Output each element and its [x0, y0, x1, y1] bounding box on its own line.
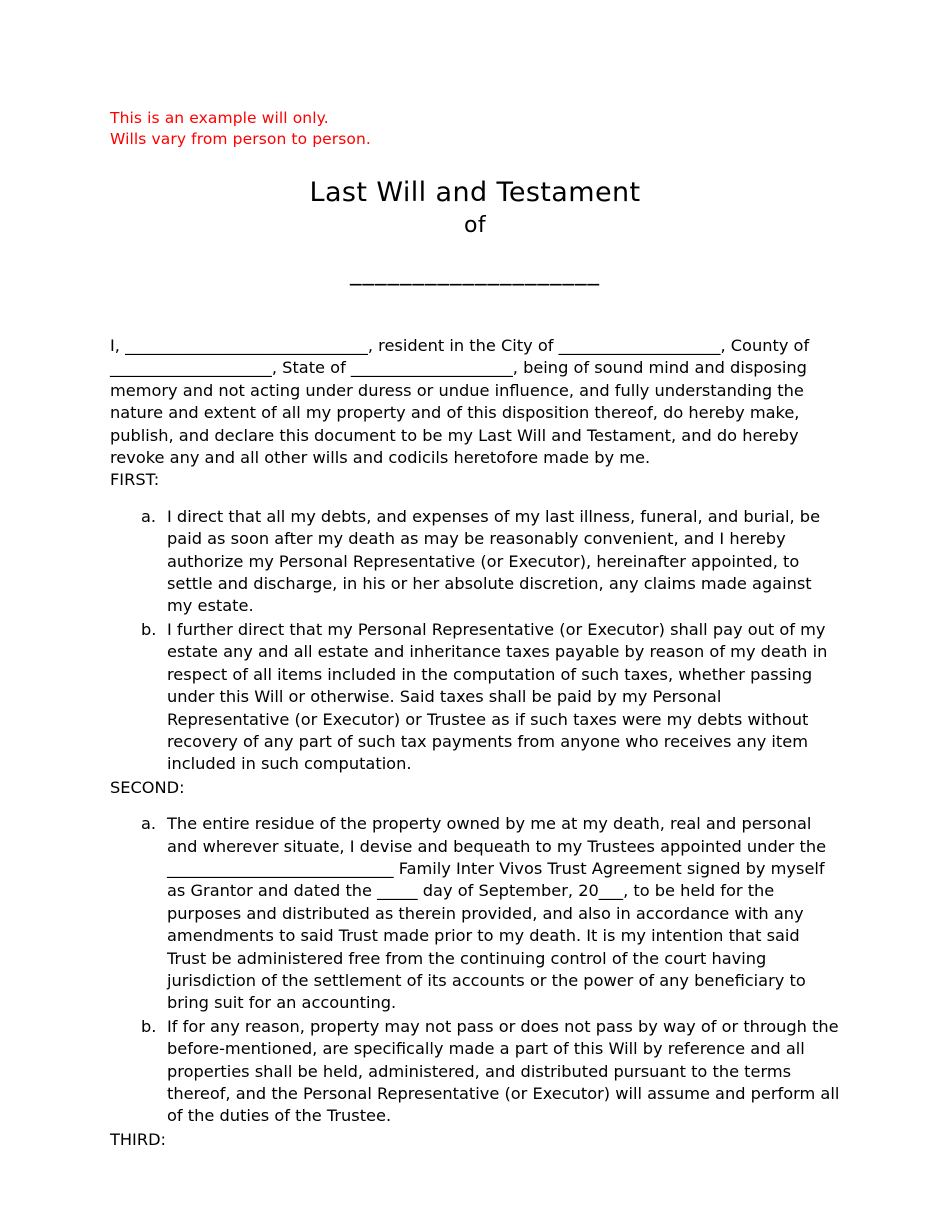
disclaimer-note: [110, 108, 840, 150]
list-item: [110, 619, 840, 776]
list-marker: a.: [141, 814, 157, 834]
list-item-text: The entire residue of the property owned by me at my death, real and personal and wherever situate, I devise and bequeath to my Trustees appointed under the ____________________________ Family Inter Vivos Trust Agreement signed by myself as Grantor and dated the _____ day of September, 20___, to be held for the purposes and distributed as therein provided, and also in accordance with any amendments to said Trust made prior to my death. It is my intention that said Trust be administered free from the continuing control of the court having jurisdiction of the settlement of its accounts or the power of any beneficiary to bring suit for an accounting.: [167, 814, 827, 1013]
page-title: Last Will and Testament: [309, 177, 641, 208]
document-body: [110, 335, 840, 1151]
title-connector: of: [463, 213, 486, 238]
list-item: [110, 1016, 840, 1128]
list-marker: b.: [141, 619, 157, 639]
list-item: [110, 813, 840, 1015]
title-block: [110, 175, 840, 286]
list-marker: a.: [141, 506, 157, 526]
section-first-items: [110, 506, 840, 776]
section-heading-first: FIRST:: [110, 470, 160, 490]
preamble-paragraph: I, ______________________________, resident in the City of ____________________, County of ____________________, State of ____________________, being of sound mind and disposing memory and not acting under duress or undue influence, and fully understanding the nature and extent of all my property and of this disposition thereof, do hereby make, publish, and declare this document to be my Last Will and Testament, and do hereby revoke any and all other wills and codicils heretofore made by me.: [110, 336, 810, 468]
testator-name-blank: ____________________: [350, 260, 600, 286]
disclaimer-line-2: Wills vary from person to person.: [110, 130, 371, 148]
list-item-text: If for any reason, property may not pass or does not pass by way of or through the before-mentioned, are specifically made a part of this Will by reference and all properties shall be held, administered, and distributed pursuant to the terms thereof, and the Personal Representative (or Executor) will assume and perform all of the duties of the Trustee.: [167, 1016, 840, 1126]
section-heading-third: THIRD:: [110, 1129, 167, 1149]
section-heading-second: SECOND:: [110, 777, 185, 797]
section-second-items: [110, 813, 840, 1128]
list-item: [110, 506, 840, 618]
list-item-text: I further direct that my Personal Representative (or Executor) shall pay out of my estate any and all estate and inheritance taxes payable by reason of my death in respect of all items included in the computation of such taxes, whether passing under this Will or otherwise. Said taxes shall be paid by my Personal Representative (or Executor) or Trustee as if such taxes were my debts without recovery of any part of such tax payments from anyone who receives any item included in such computation.: [167, 619, 828, 774]
list-marker: b.: [141, 1016, 157, 1036]
disclaimer-line-1: This is an example will only.: [110, 109, 329, 127]
list-item-text: I direct that all my debts, and expenses of my last illness, funeral, and burial, be paid as soon after my death as may be reasonably convenient, and I hereby authorize my Personal Representative (or Executor), hereinafter appointed, to settle and discharge, in his or her absolute discretion, any claims made against my estate.: [167, 506, 821, 616]
